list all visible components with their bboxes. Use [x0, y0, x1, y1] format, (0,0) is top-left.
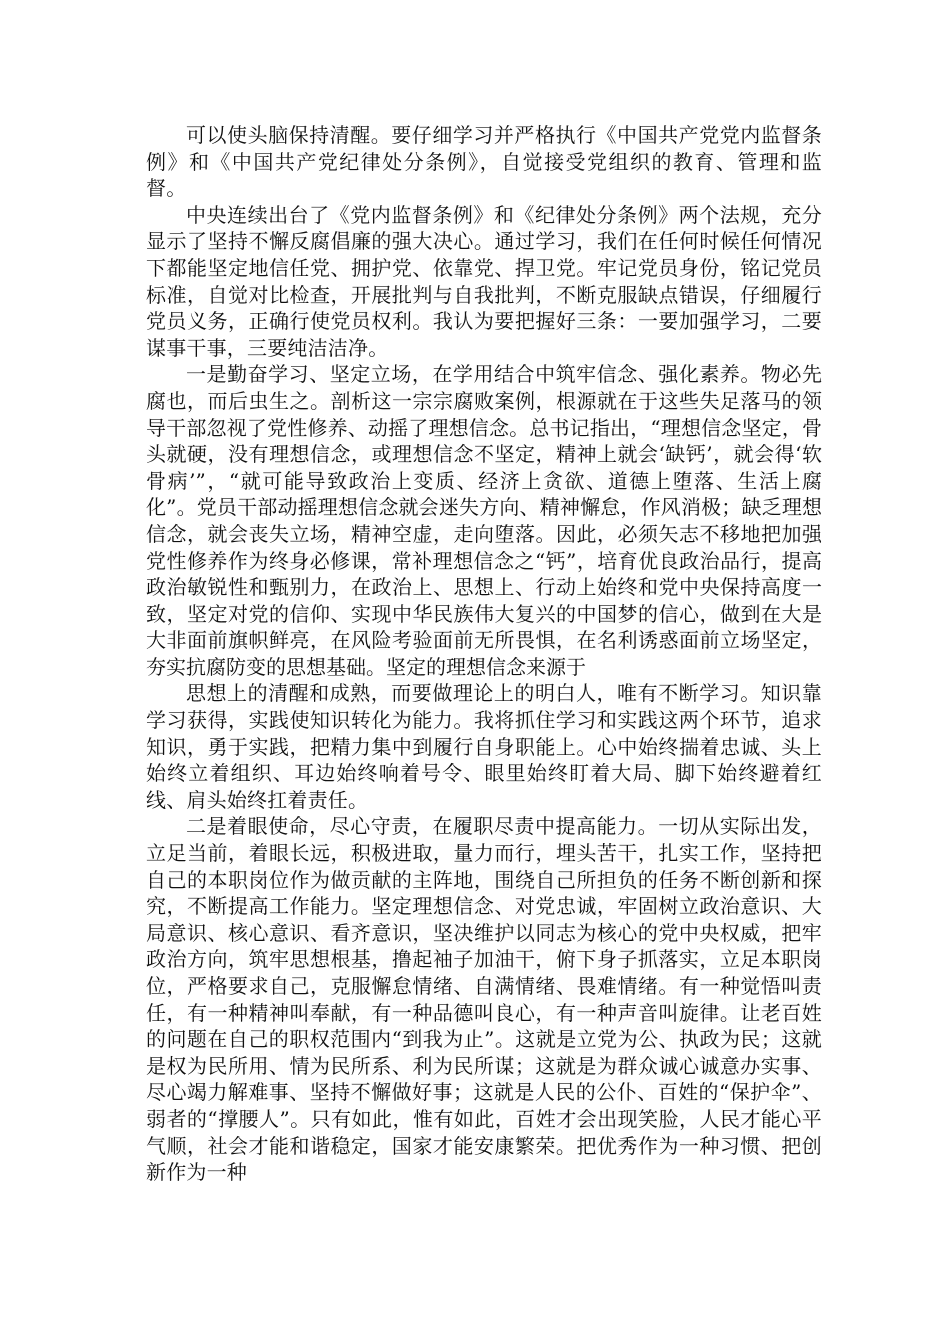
document-body: [146, 122, 822, 1186]
paragraph-1: 可以使头脑保持清醒。要仔细学习并严格执行《中国共产党党内监督条例》和《中国共产党纪律处分条例》，自觉接受党组织的教育、管理和监督。: [146, 123, 822, 201]
paragraph-3: 一是勤奋学习、坚定立场，在学用结合中筑牢信念、强化素养。物必先腐也，而后虫生之。剖析这一宗宗腐败案例，根源就在于这些失足落马的领导干部忽视了党性修养、动摇了理想信念。总书记指出，“理想信念坚定，骨头就硬，没有理想信念，或理想信念不坚定，精神上就会‘缺钙’，就会得‘软骨病’”，“就可能导致政治上变质、经济上贪欲、道德上堕落、生活上腐化”。党员干部动摇理想信念就会迷失方向、精神懈怠，作风消极；缺乏理想信念，就会丧失立场，精神空虚，走向堕落。因此，必须矢志不移地把加强党性修养作为终身必修课，常补理想信念之“钙”，培育优良政治品行，提高政治敏锐性和甄别力，在政治上、思想上、行动上始终和党中央保持高度一致，坚定对党的信仰、实现中华民族伟大复兴的中国梦的信心，做到在大是大非面前旗帜鲜亮，在风险考验面前无所畏惧，在名利诱惑面前立场坚定，夯实抗腐防变的思想基础。坚定的理想信念来源于: [146, 362, 822, 679]
paragraph-4: 思想上的清醒和成熟，而要做理论上的明白人，唯有不断学习。知识靠学习获得，实践使知识转化为能力。我将抓住学习和实践这两个环节，追求知识，勇于实践，把精力集中到履行自身职能上。心中始终揣着忠诚、头上始终立着组织、耳边始终响着号令、眼里始终盯着大局、脚下始终避着红线、肩头始终扛着责任。: [146, 681, 822, 812]
paragraph-5: 二是着眼使命，尽心守责，在履职尽责中提高能力。一切从实际出发，立足当前，着眼长远，积极进取，量力而行，埋头苦干，扎实工作，坚持把自己的本职岗位作为做贡献的主阵地，围绕自己所担负的任务不断创新和探究，不断提高工作能力。坚定理想信念、对党忠诚，牢固树立政治意识、大局意识、核心意识、看齐意识，坚决维护以同志为核心的党中央权威，把牢政治方向，筑牢思想根基，撸起袖子加油干，俯下身子抓落实，立足本职岗位，严格要求自己，克服懈怠情绪、自满情绪、畏难情绪。有一种觉悟叫责任，有一种精神叫奉献，有一种品德叫良心，有一种声音叫旋律。让老百姓的问题在自己的职权范围内“到我为止”。这就是立党为公、执政为民；这就是权为民所用、情为民所系、利为民所谋；这就是为群众诚心诚意办实事、尽心竭力解难事、坚持不懈做好事；这就是人民的公仆、百姓的“保护伞”、弱者的“撑腰人”。只有如此，惟有如此，百姓才会出现笑脸，人民才能心平气顺，社会才能和谐稳定，国家才能安康繁荣。把优秀作为一种习惯、把创新作为一种: [146, 814, 822, 1185]
paragraph-2: 中央连续出台了《党内监督条例》和《纪律处分条例》两个法规，充分显示了坚持不懈反腐倡廉的强大决心。通过学习，我们在任何时候任何情况下都能坚定地信任党、拥护党、依靠党、捍卫党。牢记党员身份，铭记党员标准，自觉对比检查，开展批判与自我批判，不断克服缺点错误，仔细履行党员义务，正确行使党员权利。我认为要把握好三条：一要加强学习，二要谋事干事，三要纯洁洁净。: [146, 202, 822, 360]
